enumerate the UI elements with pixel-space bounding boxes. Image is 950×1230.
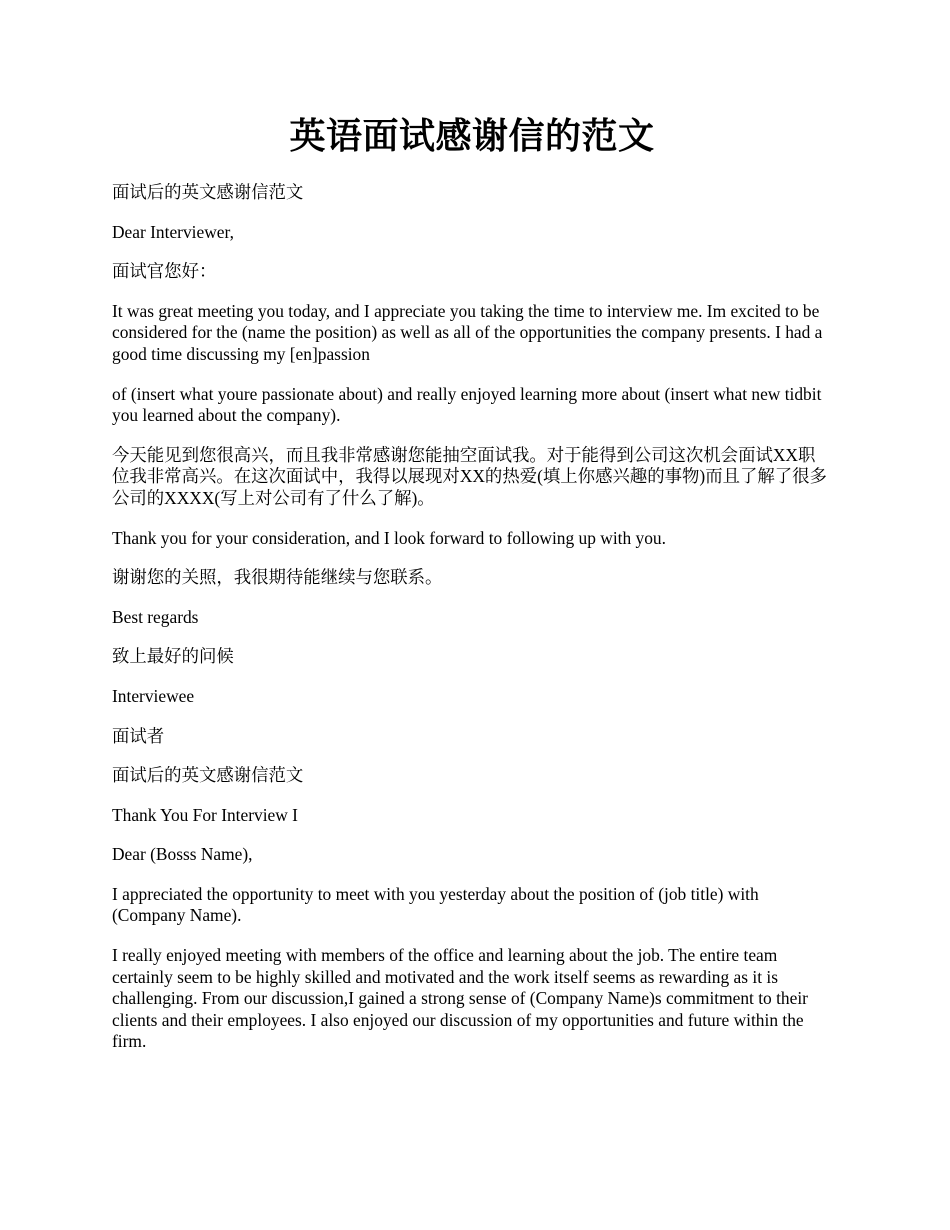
- section-heading: 面试后的英文感谢信范文: [112, 182, 304, 202]
- body-paragraph: I appreciated the opportunity to meet with you yesterday about the position of (job title) with (Company Name).: [112, 883, 759, 926]
- document-title: 英语面试感谢信的范文: [289, 116, 655, 156]
- letter-subtitle: Thank You For Interview I: [112, 804, 298, 825]
- section-heading: 面试后的英文感谢信范文: [112, 765, 304, 786]
- body-paragraph: It was great meeting you today, and I appreciate you taking the time to interview me. Im excited to be considered for the (name the position) as well as all of the opportunities the company presents. I had a good time discussing my [en]passion: [112, 300, 823, 364]
- salutation: Dear (Bosss Name),: [112, 844, 253, 865]
- salutation-translation: 面试官您好：: [112, 261, 217, 282]
- body-paragraph-translation: 今天能见到您很高兴，而且我非常感谢您能抽空面试我。对于能得到公司这次机会面试XX职位我非常高兴。在这次面试中，我得以展现对XX的热爱(填上你感兴趣的事物)而且了解了很多公司的XXXX(写上对公司有了什么了解)。: [112, 444, 827, 508]
- closing-paragraph: Thank you for your consideration, and I look forward to following up with you.: [112, 527, 666, 548]
- body-paragraph: I really enjoyed meeting with members of the office and learning about the job. The entire team certainly seem to be highly skilled and motivated and the work itself seems as rewarding as it is challenging. From our discussion,I gained a strong sense of (Company Name)s commitment to their clients and their employees. I also enjoyed our discussion of my opportunities and future within the firm.: [112, 945, 808, 1052]
- signature: Interviewee: [112, 685, 195, 706]
- closing-paragraph-translation: 谢谢您的关照，我很期待能继续与您联系。: [112, 567, 443, 588]
- sign-off-translation: 致上最好的问候: [112, 646, 234, 667]
- salutation: Dear Interviewer,: [112, 221, 234, 242]
- signature-translation: 面试者: [112, 725, 165, 746]
- sign-off: Best regards: [112, 606, 199, 627]
- document-page: [112, 112, 832, 1071]
- body-paragraph: of (insert what youre passionate about) and really enjoyed learning more about (insert what new tidbit you learned about the company).: [112, 383, 822, 426]
